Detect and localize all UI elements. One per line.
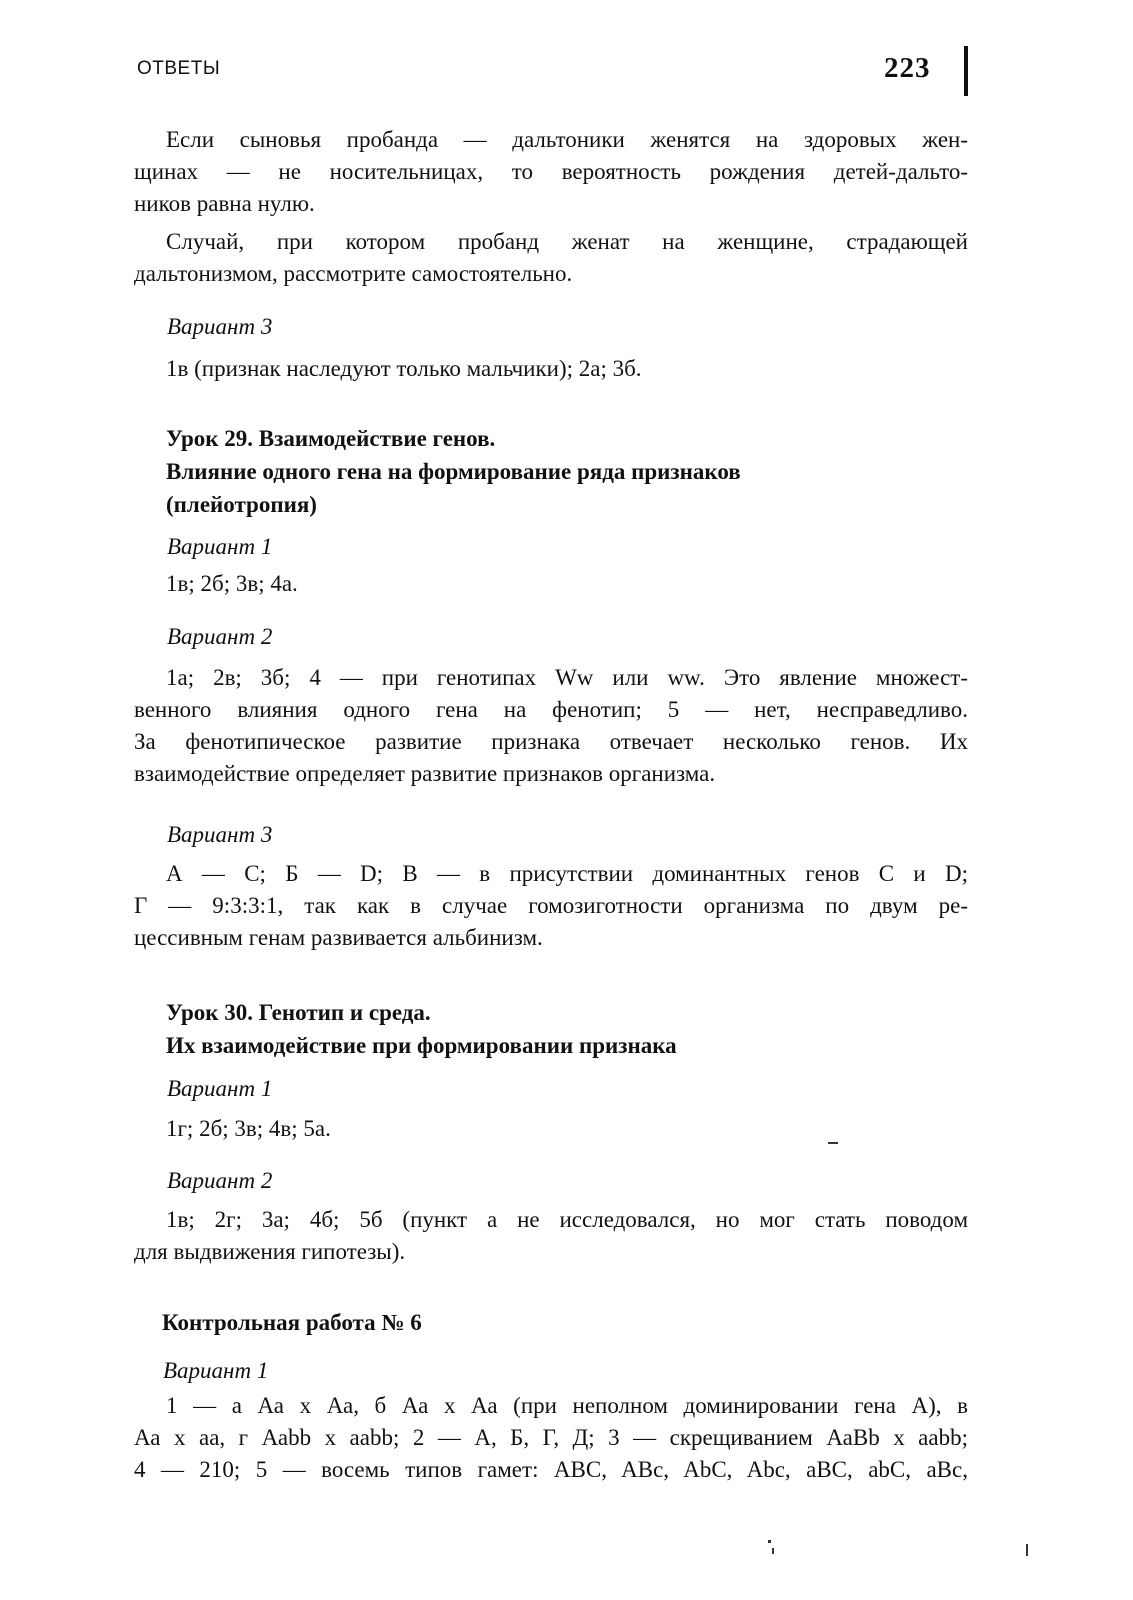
- variant-label: Вариант 2: [167, 1168, 273, 1193]
- scan-speck: [768, 1540, 771, 1543]
- variant-label: Вариант 1: [167, 534, 273, 559]
- text-line: Если сыновья пробанда — дальтоники женятся на здоровых жен-: [166, 127, 968, 152]
- intro-paragraph-2: [134, 226, 968, 290]
- lesson-29-title: [166, 422, 966, 521]
- heading-line: (плейотропия): [166, 492, 317, 517]
- scan-speck: [828, 1142, 838, 1144]
- intro-paragraph-1: [134, 124, 968, 220]
- scan-speck: [1026, 1544, 1028, 1556]
- text-line: 1а; 2в; 3б; 4 — при генотипах Ww или ww. Это явление множест-: [166, 665, 968, 690]
- variant-label: Вариант 2: [167, 624, 273, 649]
- text-line: взаимодействие определяет развитие признаков организма.: [134, 761, 716, 786]
- lesson-30-title: [166, 996, 966, 1062]
- variant-label: Вариант 1: [167, 1076, 273, 1101]
- variant-answer: 1в; 2б; 3в; 4а.: [166, 571, 298, 596]
- text-line: За фенотипическое развитие признака отвечает несколько генов. Их: [134, 729, 968, 754]
- variant-answer: 1в (признак наследуют только мальчики); 2а; 3б.: [166, 356, 642, 381]
- text-line: ников равна нулю.: [134, 191, 315, 216]
- page-number: 223: [884, 52, 931, 84]
- text-line: Случай, при котором пробанд женат на женщине, страдающей: [166, 229, 968, 254]
- scan-speck: [772, 1548, 774, 1554]
- text-line: 1в; 2г; 3а; 4б; 5б (пункт а не исследовался, но мог стать поводом: [166, 1207, 968, 1232]
- variant-label: Вариант 3: [167, 314, 273, 339]
- variant-answer: 1г; 2б; 3в; 4в; 5а.: [166, 1116, 331, 1141]
- text-line: 4 — 210; 5 — восемь типов гамет: ABC, ABc, AbC, Abc, aBC, abC, aBc,: [134, 1457, 968, 1482]
- variant-answer-block: [134, 1390, 968, 1486]
- text-line: щинах — не носительницах, то вероятность рождения детей-дальто-: [134, 159, 968, 184]
- text-line: цессивным генам развивается альбинизм.: [134, 925, 543, 950]
- text-line: венного влияния одного гена на фенотип; 5 — нет, несправедливо.: [134, 697, 968, 722]
- variant-label: Вариант 1: [163, 1358, 269, 1383]
- heading-line: Их взаимодействие при формировании признака: [166, 1033, 677, 1058]
- test-6-title: [162, 1306, 962, 1339]
- text-line: Аа х аа, г Ааbb х ааbb; 2 — А, Б, Г, Д; 3 — скрещиванием АаВb х ааbb;: [134, 1425, 968, 1450]
- text-line: Г — 9:3:3:1, так как в случае гомозиготности организма по двум ре-: [134, 893, 968, 918]
- text-line: 1 — а Аа х Аа, б Аа х Аа (при неполном доминировании гена А), в: [166, 1393, 968, 1418]
- text-line: для выдвижения гипотезы).: [134, 1239, 406, 1264]
- variant-answer-block: [134, 662, 968, 790]
- variant-answer-block: [134, 858, 968, 954]
- heading-line: Урок 30. Генотип и среда.: [166, 1000, 431, 1025]
- heading-line: Влияние одного гена на формирование ряда признаков: [166, 459, 741, 484]
- variant-answer-block: [134, 1204, 968, 1268]
- running-head: ОТВЕТЫ: [137, 58, 221, 79]
- text-line: дальтонизмом, рассмотрите самостоятельно.: [134, 261, 573, 286]
- heading-line: Контрольная работа № 6: [162, 1310, 422, 1335]
- heading-line: Урок 29. Взаимодействие генов.: [166, 426, 496, 451]
- variant-label: Вариант 3: [167, 822, 273, 847]
- page-number-rule: [964, 46, 968, 96]
- text-line: А — С; Б — D; В — в присутствии доминантных генов С и D;: [166, 861, 968, 886]
